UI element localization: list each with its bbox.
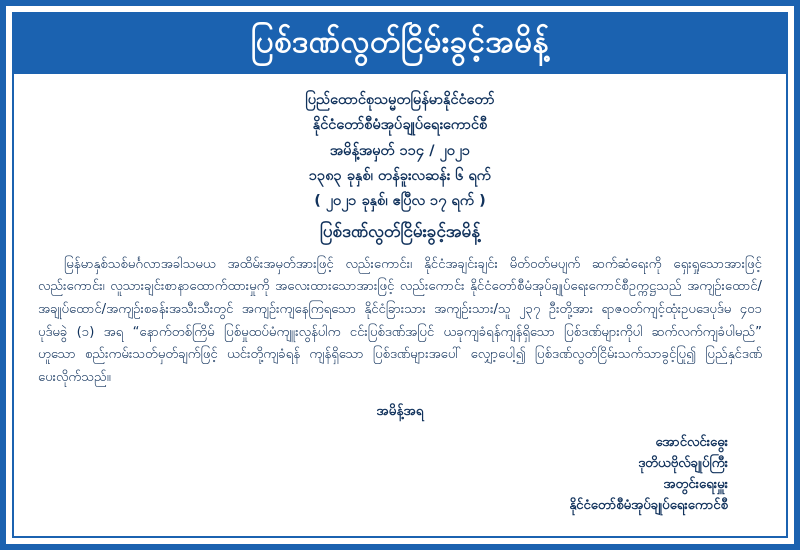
header-line-order-number: အမိန့်အမှတ် ၁၁၄ / ၂၀၂၁	[329, 142, 471, 159]
header-line-date-myanmar: ၁၃၈၃ ခုနှစ်၊ တန်ခူးလဆန်း ၆ ရက်	[309, 167, 491, 184]
document-inner-border	[12, 12, 788, 538]
signature-block	[38, 432, 762, 517]
signature-organization: နိုင်ငံတော်စီမံအုပ်ချုပ်ရေးကောင်စီ	[569, 498, 728, 514]
header-line-council: နိုင်ငံတော်စီမံအုပ်ချုပ်ရေးကောင်စီ	[312, 117, 488, 134]
signature-position: အတွင်းရေးမှူး	[663, 477, 728, 493]
signature-name: အောင်လင်းဓွေး	[655, 434, 728, 450]
header-line-date-gregorian: ( ၂၀၂၁ ခုနှစ်၊ ဧပြီလ ၁၇ ရက် )	[314, 193, 486, 210]
header-line-country: ပြည်ထောင်စုသမ္မတမြန်မာနိုင်ငံတော်	[305, 91, 495, 108]
banner-title: ပြစ်ဒဏ်လွတ်ငြိမ်းခွင့်အမိန့်	[14, 14, 786, 74]
body-paragraph: မြန်မာနှစ်သစ်မင်္ဂလာအခါသမယ အထိမ်းအမှတ်အားဖြင့် လည်းကောင်း၊ နိုင်ငံအချင်းချင်း မိတ်ဝတ်မပျက် ဆက်ဆံရေးကို ရှေးရှုသောအားဖြင့် လည်းကောင်း၊ လူသားချင်းစာနာထောက်ထားမှုကို အလေးထားသောအားဖြင့် လည်းကောင်း နိုင်ငံတော်စီမံအုပ်ချုပ်ရေးကောင်စီဥက္ကဋ္ဌသည် အကျဉ်းထောင်/အချုပ်ထောင်/အကျဉ်းစခန်းအသီးသီးတွင် အကျဉ်းကျနေကြရသော နိုင်ငံခြားသား အကျဉ်းသား/သူ ၂၃၇ ဦးတို့အား ရာဇဝတ်ကျင့်ထုံးဥပဒေပုဒ်မ ၄၀၁ ပုဒ်မခွဲ (၁) အရ “နောက်တစ်ကြိမ် ပြစ်မှုထပ်မံကျူးလွန်ပါက ငင်းပြစ်ဒဏ်အပြင် ယခုကျခံရန်ကျန်ရှိသော ပြစ်ဒဏ်များကိုပါ ဆက်လက်ကျခံပါမည်” ဟူသော စည်းကမ်းသတ်မှတ်ချက်ဖြင့် ယင်းတို့ကျခံရန် ကျန်ရှိသော ပြစ်ဒဏ်များအပေါ် လျှော့ပေါ့၍ ပြစ်ဒဏ်လွတ်ငြိမ်းသက်သာခွင့်ပြု၍ ပြည်နှင်ဒဏ်ပေးလိုက်သည်။	[38, 256, 762, 386]
order-by-label: အမိန့်အရ	[376, 402, 424, 419]
document-body	[14, 74, 786, 525]
signature-rank: ဒုတိယဗိုလ်ချုပ်ကြီး	[638, 455, 728, 471]
order-title: ပြစ်ဒဏ်လွတ်ငြိမ်းခွင့်အမိန့်	[319, 221, 481, 242]
document-header-block	[38, 88, 762, 215]
